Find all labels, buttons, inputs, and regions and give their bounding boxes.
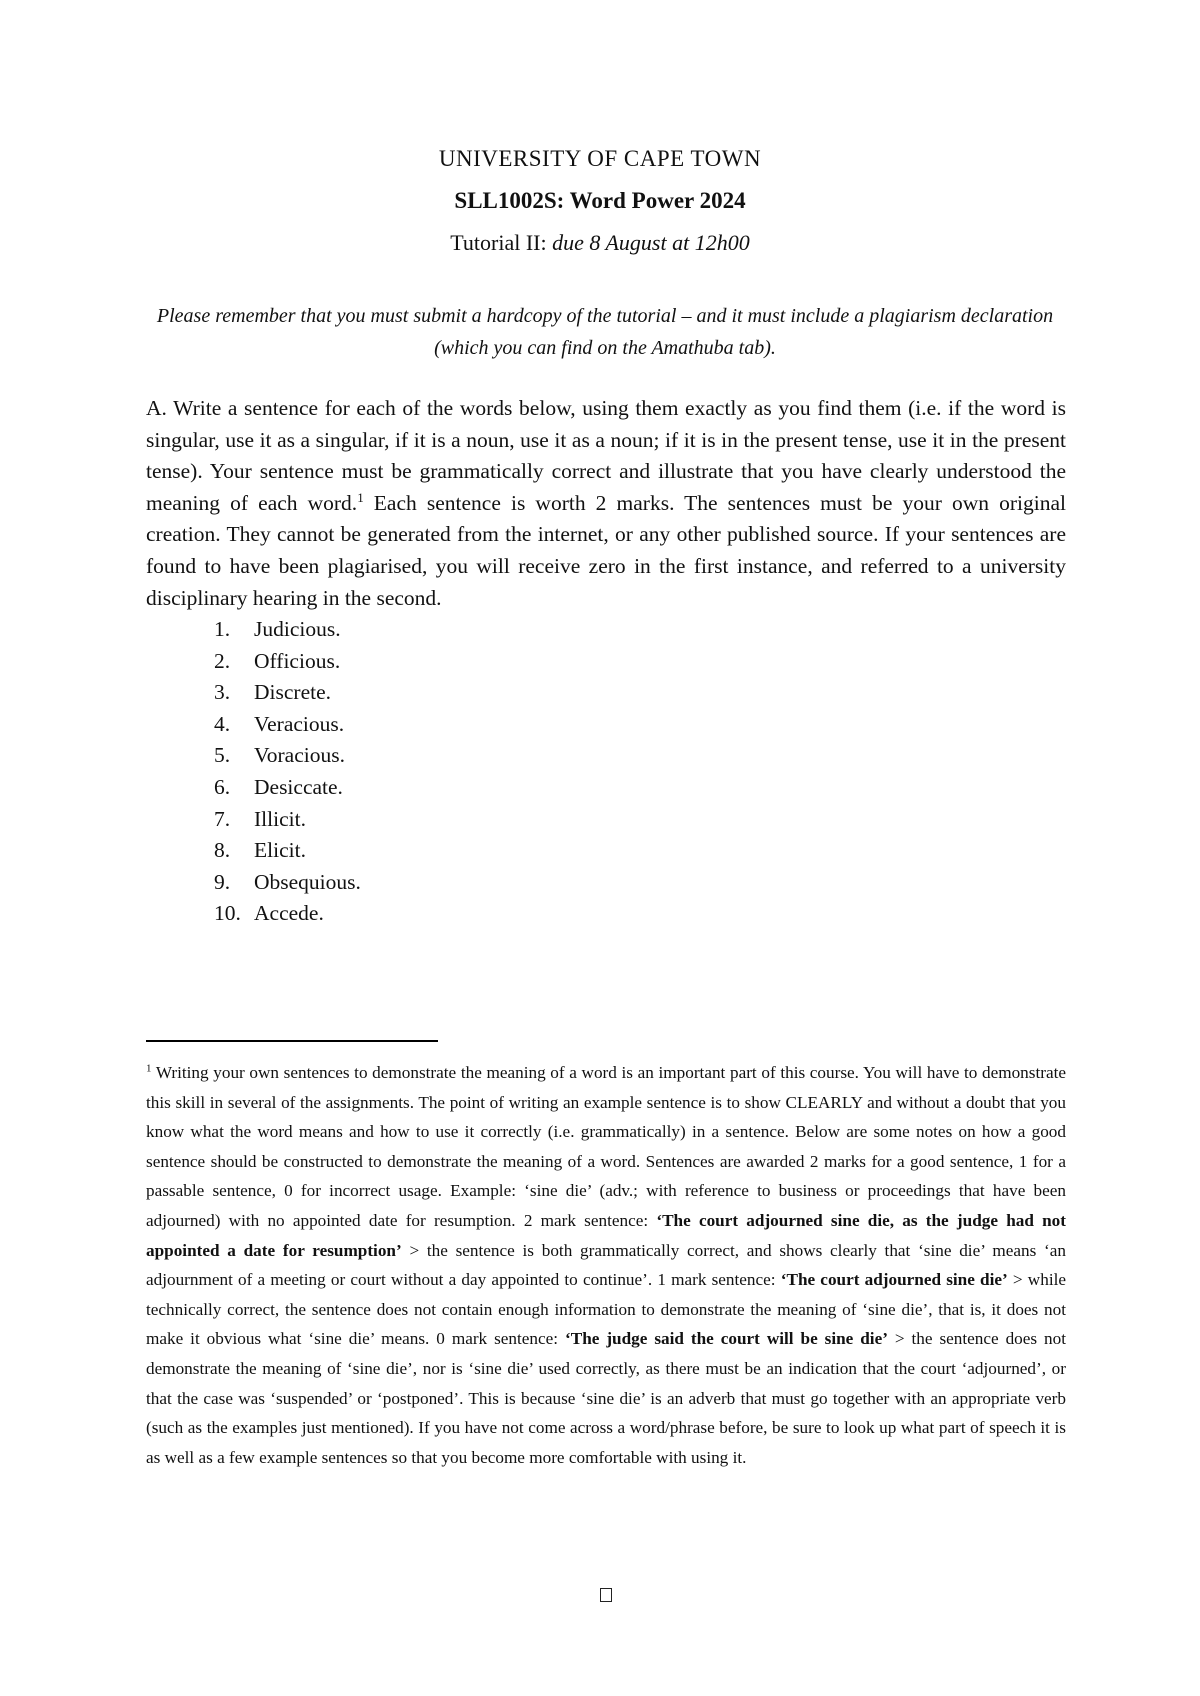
footnote-reference: 1 <box>357 489 364 505</box>
list-item <box>214 835 361 867</box>
item-word: Officious. <box>254 648 341 673</box>
list-item <box>214 867 361 899</box>
item-number: 3. <box>214 680 231 705</box>
item-word: Voracious. <box>254 743 345 768</box>
item-number: 4. <box>214 711 231 736</box>
item-word: Illicit. <box>254 806 306 831</box>
due-date: due 8 August at 12h00 <box>552 230 750 255</box>
submission-reminder: Please remember that you must submit a hardcopy of the tutorial – and it must include a plagiarism declaration (which you can find on the Amathuba tab). <box>156 305 1054 359</box>
list-item <box>214 772 361 804</box>
footnote-separator <box>146 1040 438 1042</box>
footnote-text: Writing your own sentences to demonstrate the meaning of a word is an important part of this course. You will have to demonstrate this skill in several of the assignments. The point of writing an example sentence is to show CLEARLY and without a doubt that you know what the word means and how to use it correctly (i.e. grammatically) in a sentence. Below are some notes on how a good sentence should be constructed to demonstrate the meaning of a word. Sentences are awarded 2 marks for a good sentence, 1 for a passable sentence, 0 for incorrect usage. Example: ‘sine die’ (adv.; with reference to business or proceedings that have been adjourned) with no appointed date for resumption. 2 mark sentence: <box>146 1063 1066 1230</box>
item-number: 10. <box>214 901 241 926</box>
item-word: Elicit. <box>254 838 306 863</box>
item-word: Obsequious. <box>254 869 361 894</box>
word-list <box>214 614 361 930</box>
item-number: 5. <box>214 743 231 768</box>
footnote-example-2mark: ‘The court adjourned sine die, as the judge had not appointed a date for resumption’ <box>146 1210 1067 1260</box>
item-number: 9. <box>214 869 231 894</box>
item-word: Veracious. <box>254 711 345 736</box>
footnote-text: > the sentence is both grammatically correct, and shows clearly that ‘sine die’ means ‘an adjournment of a meeting or court without a day appointed to continue’. 1 mark sentence: <box>146 1240 1066 1290</box>
list-item <box>214 646 361 678</box>
list-item <box>214 709 361 741</box>
university-heading: UNIVERSITY OF CAPE TOWN <box>438 146 762 171</box>
item-number: 2. <box>214 648 231 673</box>
list-item <box>214 804 361 836</box>
course-title: SLL1002S: Word Power 2024 <box>454 188 746 213</box>
footnote-text: > the sentence does not demonstrate the meaning of ‘sine die’, nor is ‘sine die’ used correctly, as there must be an indication that the court ‘adjourned’, or that the case was ‘suspended’ or ‘postponed’. This is because ‘sine die’ is an adverb that must go together with an appropriate verb (such as the examples just mentioned). If you have not come across a word/phrase before, be sure to look up what part of speech it is as well as a few example sentences so that you become more comfortable with using it. <box>146 1329 1066 1467</box>
instructions-text-part1: A. Write a sentence for each of the words below, using them exactly as you find them (i.e. if the word is singular, use it as a singular, if it is a noun, use it as a noun; if it is in the present tense, use it in the present tense). Your sentence must be grammatically correct and illustrate that you have clearly understood the meaning of each word. <box>146 396 1066 515</box>
footnote <box>146 1058 1066 1472</box>
footnote-example-0mark: ‘The judge said the court will be sine die’ <box>565 1329 888 1349</box>
footnote-marker: 1 <box>146 1062 152 1075</box>
item-number: 6. <box>214 774 231 799</box>
item-number: 1. <box>214 617 231 641</box>
list-item <box>214 614 361 646</box>
list-item <box>214 677 361 709</box>
instructions-paragraph <box>146 393 1066 614</box>
list-item <box>214 898 361 930</box>
item-number: 8. <box>214 838 231 863</box>
item-word: Accede. <box>254 901 324 926</box>
tutorial-label: Tutorial II: <box>450 230 553 255</box>
item-word: Judicious. <box>254 617 341 641</box>
tutorial-due-line <box>0 230 1200 256</box>
item-word: Discrete. <box>254 680 332 705</box>
item-number: 7. <box>214 806 231 831</box>
instructions-text-part2: Each sentence is worth 2 marks. The sentences must be your own original creation. They cannot be generated from the internet, or any other published source. If your sentences are found to have been plagiarised, you will receive zero in the first instance, and referred to a university disciplinary hearing in the second. <box>146 490 1066 610</box>
footnote-example-1mark: ‘The court adjourned sine die’ <box>780 1270 1008 1290</box>
item-word: Desiccate. <box>254 774 343 799</box>
footnote-text: > while technically correct, the sentence does not contain enough information to demonstrate the meaning of ‘sine die’, that is, it does not make it obvious what ‘sine die’ means. 0 mark sentence: <box>146 1270 1066 1349</box>
page-number-placeholder-icon <box>600 1588 612 1602</box>
list-item <box>214 740 361 772</box>
